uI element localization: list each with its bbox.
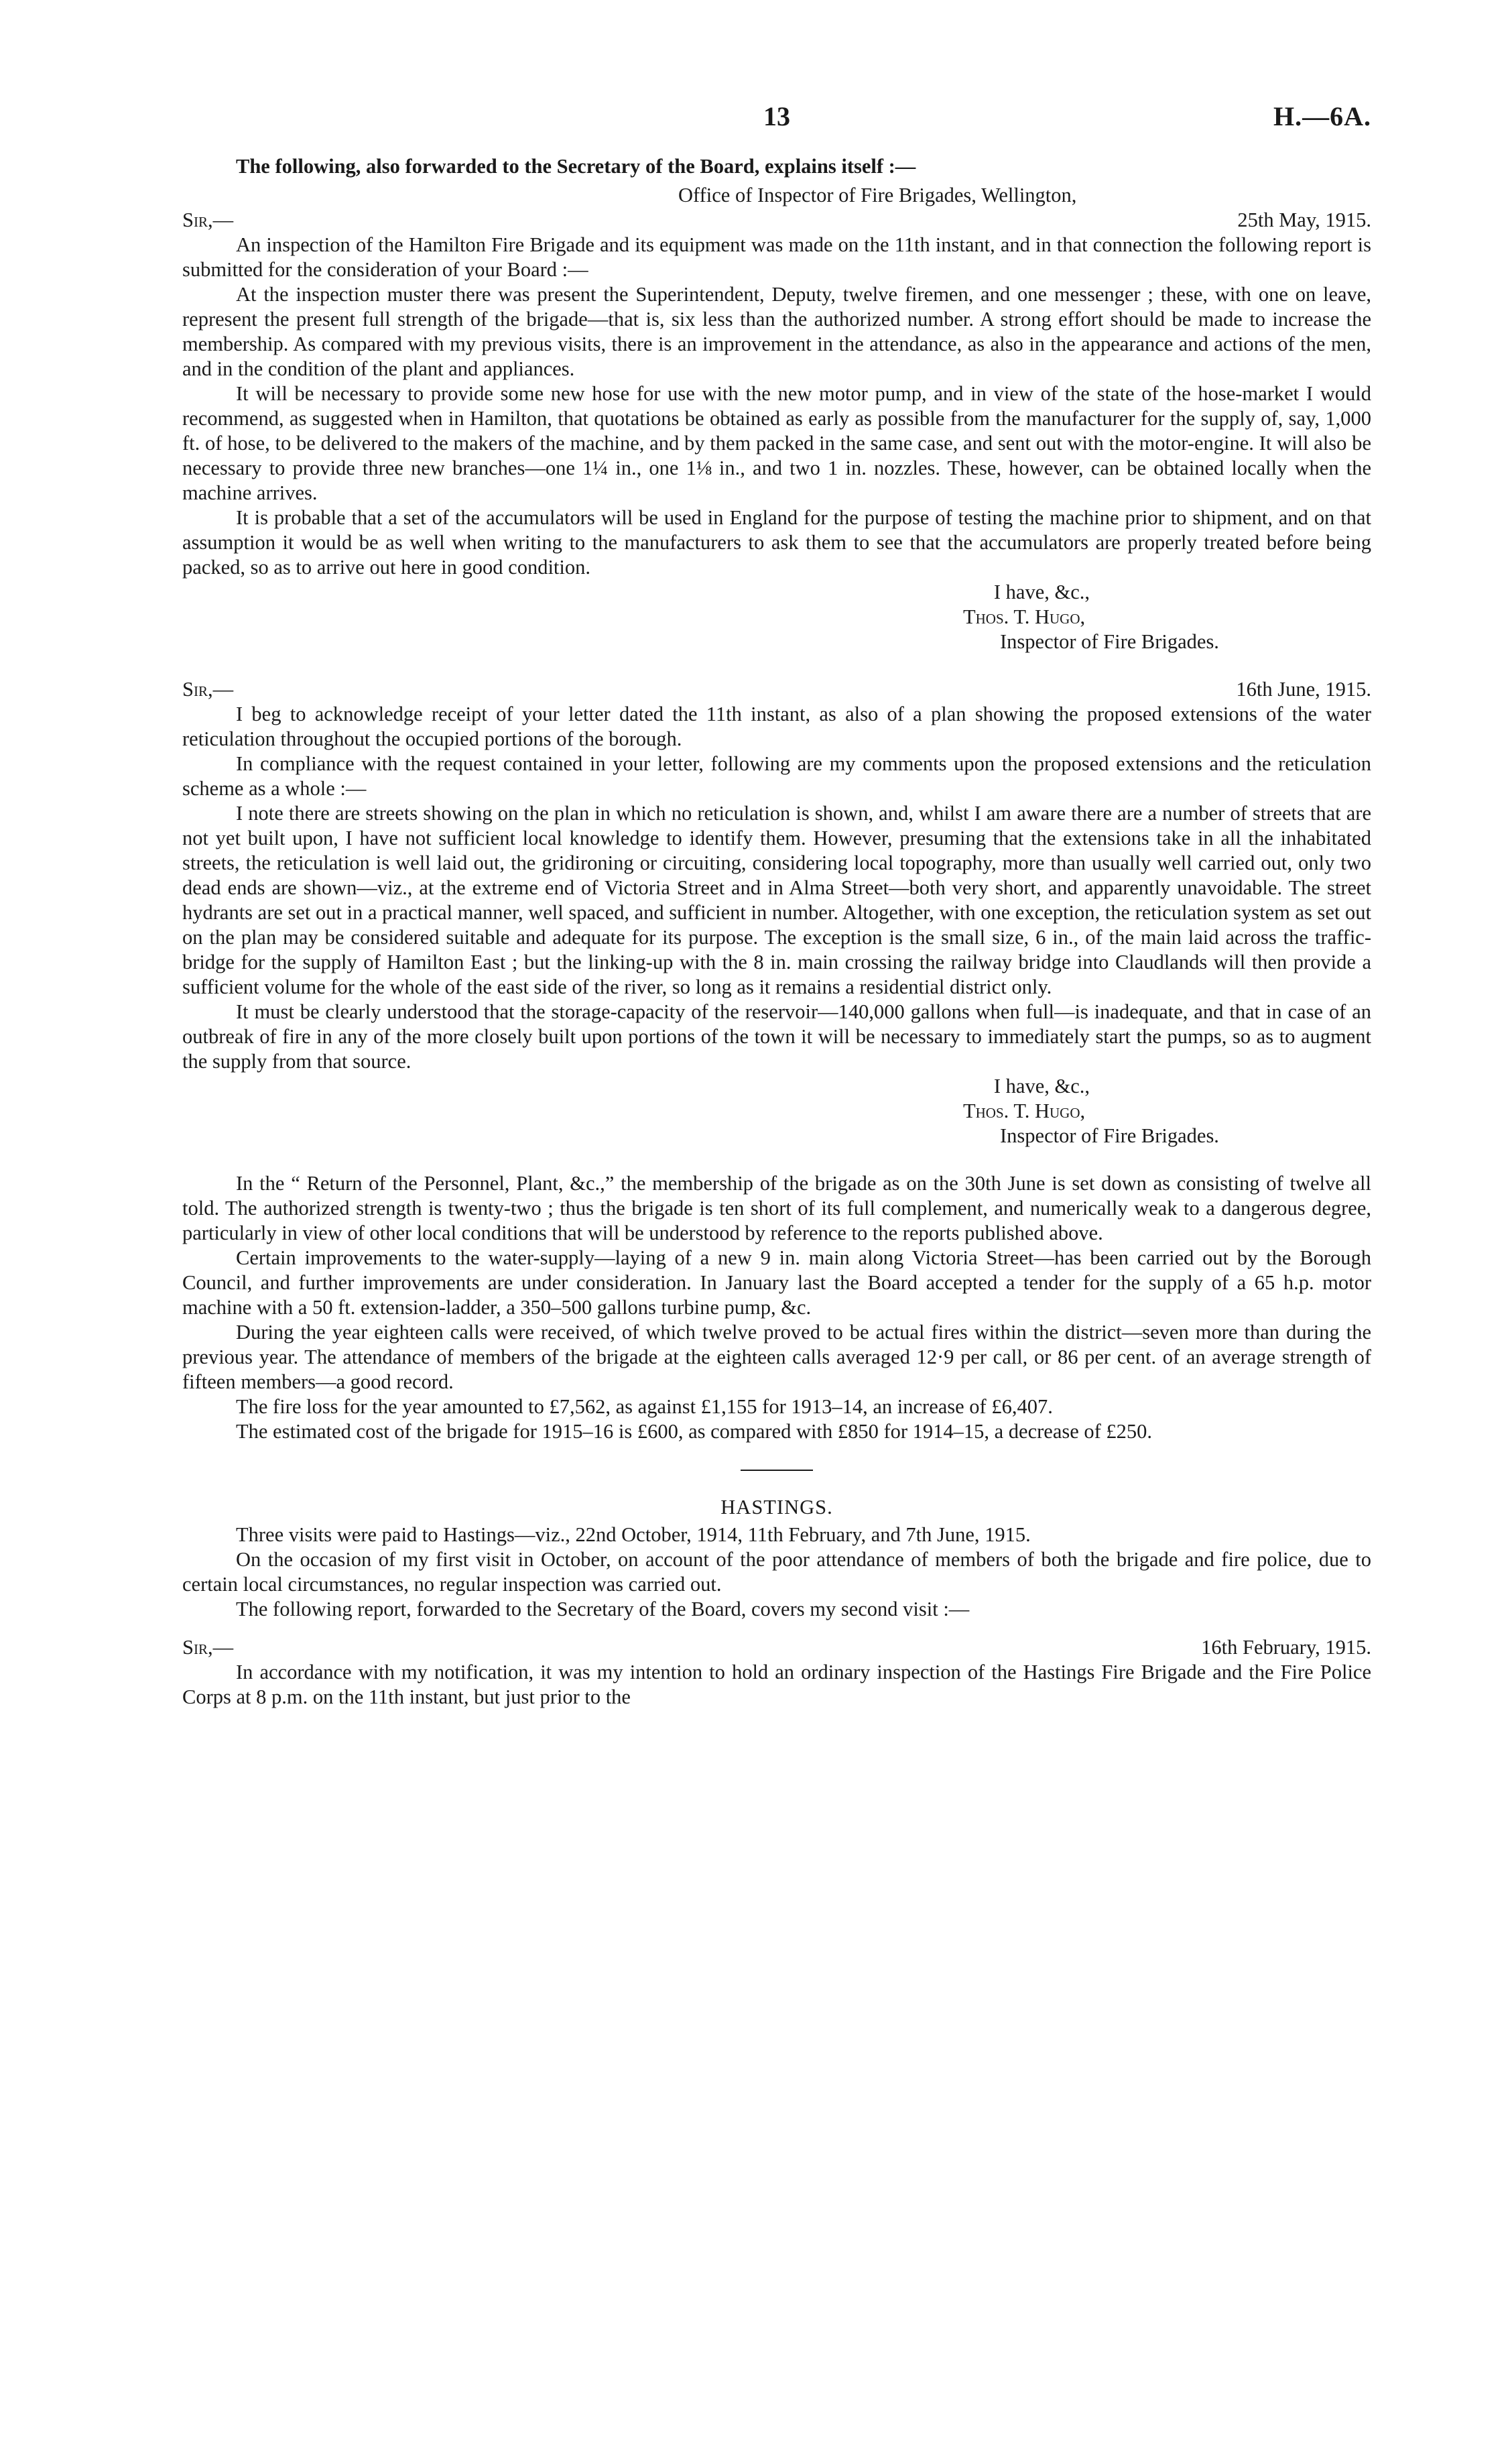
- summary-paragraph-1: In the “ Return of the Personnel, Plant, &c.,” the membership of the brigade as on the 30th June is set down as consisting of twelve all told. The authorized strength is twenty-two ; thus the brigade is ten short of its full complement, and numerically weak to a dangerous degree, particularly in view of other local conditions that will be understood by reference to the reports published above.: [182, 1172, 1371, 1244]
- hastings-paragraph-3: The following report, forwarded to the Secretary of the Board, covers my second visit :—: [236, 1598, 970, 1620]
- letter-2-date: 16th June, 1915.: [1236, 678, 1371, 701]
- hastings-letter-date: 16th February, 1915.: [1201, 1636, 1371, 1659]
- letter-1-heading: [182, 183, 1371, 233]
- letter-2-closing: I have, &c.,: [993, 1075, 1090, 1097]
- letter-1-salutation-row: [182, 208, 1371, 233]
- section-divider: [741, 1470, 813, 1471]
- page-header: [182, 101, 1371, 147]
- hastings-letter-salutation-row: [182, 1635, 1371, 1660]
- section-heading-hastings: HASTINGS.: [720, 1496, 833, 1519]
- document-body: [182, 154, 1371, 1710]
- hastings-letter-salutation: Sir,—: [182, 1636, 234, 1659]
- letter-1-signatory-title: Inspector of Fire Brigades.: [1000, 630, 1219, 653]
- letter-1-paragraph-4: It is probable that a set of the accumulators will be used in England for the purpose of testing the machine prior to shipment, and on that assumption it would be as well when writing to the manufacturers to ask them to see that the accumulators are properly treated before being packed, so as to arrive out here in good condition.: [182, 506, 1371, 579]
- summary-paragraph-2: Certain improvements to the water-supply—laying of a new 9 in. main along Victoria Street—has been carried out by the Borough Council, and further improvements are under consideration. In January last the Board accepted a tender for the supply of a 65 h.p. motor machine with a 50 ft. extension-ladder, a 350–500 gallons turbine pump, &c.: [182, 1246, 1371, 1319]
- letter-2-paragraph-1: I beg to acknowledge receipt of your letter dated the 11th instant, as also of a plan showing the proposed extensions of the water reticulation throughout the occupied portions of the borough.: [182, 703, 1371, 750]
- letter-2-salutation-row: [182, 677, 1371, 702]
- page-number: 13: [763, 101, 790, 131]
- letter-2-signatory-title: Inspector of Fire Brigades.: [1000, 1124, 1219, 1147]
- hastings-paragraph-2: On the occasion of my first visit in October, on account of the poor attendance of members of both the brigade and fire police, due to certain local circumstances, no regular inspection was carried out.: [182, 1548, 1371, 1596]
- letter-2-salutation: Sir,—: [182, 678, 234, 701]
- hastings-letter-paragraph-1: In accordance with my notification, it was my intention to hold an ordinary inspection of the Hastings Fire Brigade and the Fire Police Corps at 8 p.m. on the 11th instant, but just prior to the: [182, 1661, 1371, 1708]
- letter-2-closing-row: [182, 1074, 1371, 1099]
- letter-2-paragraph-4: It must be clearly understood that the storage-capacity of the reservoir—140,000 gallons when full—is inadequate, and that in case of an outbreak of fire in any of the more closely built upon portions of the town it will be necessary to immediately start the pumps, so as to augment the supply from that source.: [182, 1000, 1371, 1073]
- letter-2-paragraph-3: I note there are streets showing on the plan in which no reticulation is shown, and, whilst I am aware there are a number of streets that are not yet built upon, I have not sufficient local knowledge to identify them. However, presuming that the extensions take in all the inhabitated streets, the reticulation is well laid out, the gridironing or circuiting, considering local topography, more than usually well carried out, only two dead ends are shown—viz., at the extreme end of Victoria Street and in Alma Street—both very short, and apparently unavoidable. The street hydrants are set out in a practical manner, well spaced, and sufficient in number. Altogether, with one exception, the reticulation system as set out on the plan may be considered suitable and adequate for its purpose. The exception is the small size, 6 in., of the main laid across the traffic-bridge for the supply of Hamilton East ; but the linking-up with the 8 in. main crossing the railway bridge into Claudlands will then provide a sufficient volume for the whole of the east side of the river, so long as it remains a residential district only.: [182, 802, 1371, 998]
- letter-1-date: 25th May, 1915.: [1237, 209, 1371, 231]
- summary-paragraph-5: The estimated cost of the brigade for 1915–16 is £600, as compared with £850 for 1914–15, a decrease of £250.: [236, 1420, 1153, 1443]
- intro-line: The following, also forwarded to the Secretary of the Board, explains itself :—: [236, 155, 916, 178]
- summary-paragraph-4: The fire loss for the year amounted to £7,562, as against £1,155 for 1913–14, an increase of £6,407.: [236, 1395, 1053, 1418]
- letter-2-signature: Thos. T. Hugo,: [963, 1099, 1086, 1122]
- letter-1-closing-row: [182, 580, 1371, 605]
- letter-1-paragraph-3: It will be necessary to provide some new hose for use with the new motor pump, and in view of the state of the hose-market I would recommend, as suggested when in Hamilton, that quotations be obtained as early as possible from the manufacturer for the supply of, say, 1,000 ft. of hose, to be delivered to the makers of the machine, and by them packed in the same case, and sent out with the motor-engine. It will also be necessary to provide three new branches—one 1¼ in., one 1⅛ in., and two 1 in. nozzles. These, however, can be obtained locally when the machine arrives.: [182, 382, 1371, 504]
- letter-1-paragraph-2: At the inspection muster there was present the Superintendent, Deputy, twelve firemen, and one messenger ; these, with one on leave, represent the present full strength of the brigade—that is, six less than the authorized number. A strong effort should be made to increase the membership. As compared with my previous visits, there is an improvement in the attendance, as also in the appearance and actions of the men, and in the condition of the plant and appliances.: [182, 283, 1371, 380]
- letter-1-salutation: Sir,—: [182, 209, 234, 231]
- letter-1-signature: Thos. T. Hugo,: [963, 605, 1086, 628]
- letter-1-closing: I have, &c.,: [993, 581, 1090, 603]
- letter-2-paragraph-2: In compliance with the request contained in your letter, following are my comments upon the proposed extensions and the reticulation scheme as a whole :—: [182, 752, 1371, 800]
- summary-paragraph-3: During the year eighteen calls were received, of which twelve proved to be actual fires within the district—seven more than during the previous year. The attendance of members of the brigade at the eighteen calls averaged 12·9 per call, or 86 per cent. of an average strength of fifteen members—a good record.: [182, 1321, 1371, 1393]
- letter-1-office: Office of Inspector of Fire Brigades, Wellington,: [678, 184, 1077, 206]
- hastings-paragraph-1: Three visits were paid to Hastings—viz., 22nd October, 1914, 11th February, and 7th June, 1915.: [236, 1523, 1031, 1546]
- letter-1-paragraph-1: An inspection of the Hamilton Fire Brigade and its equipment was made on the 11th instant, and in that connection the following report is submitted for the consideration of your Board :—: [182, 233, 1371, 281]
- document-reference: H.—6A.: [1273, 101, 1371, 131]
